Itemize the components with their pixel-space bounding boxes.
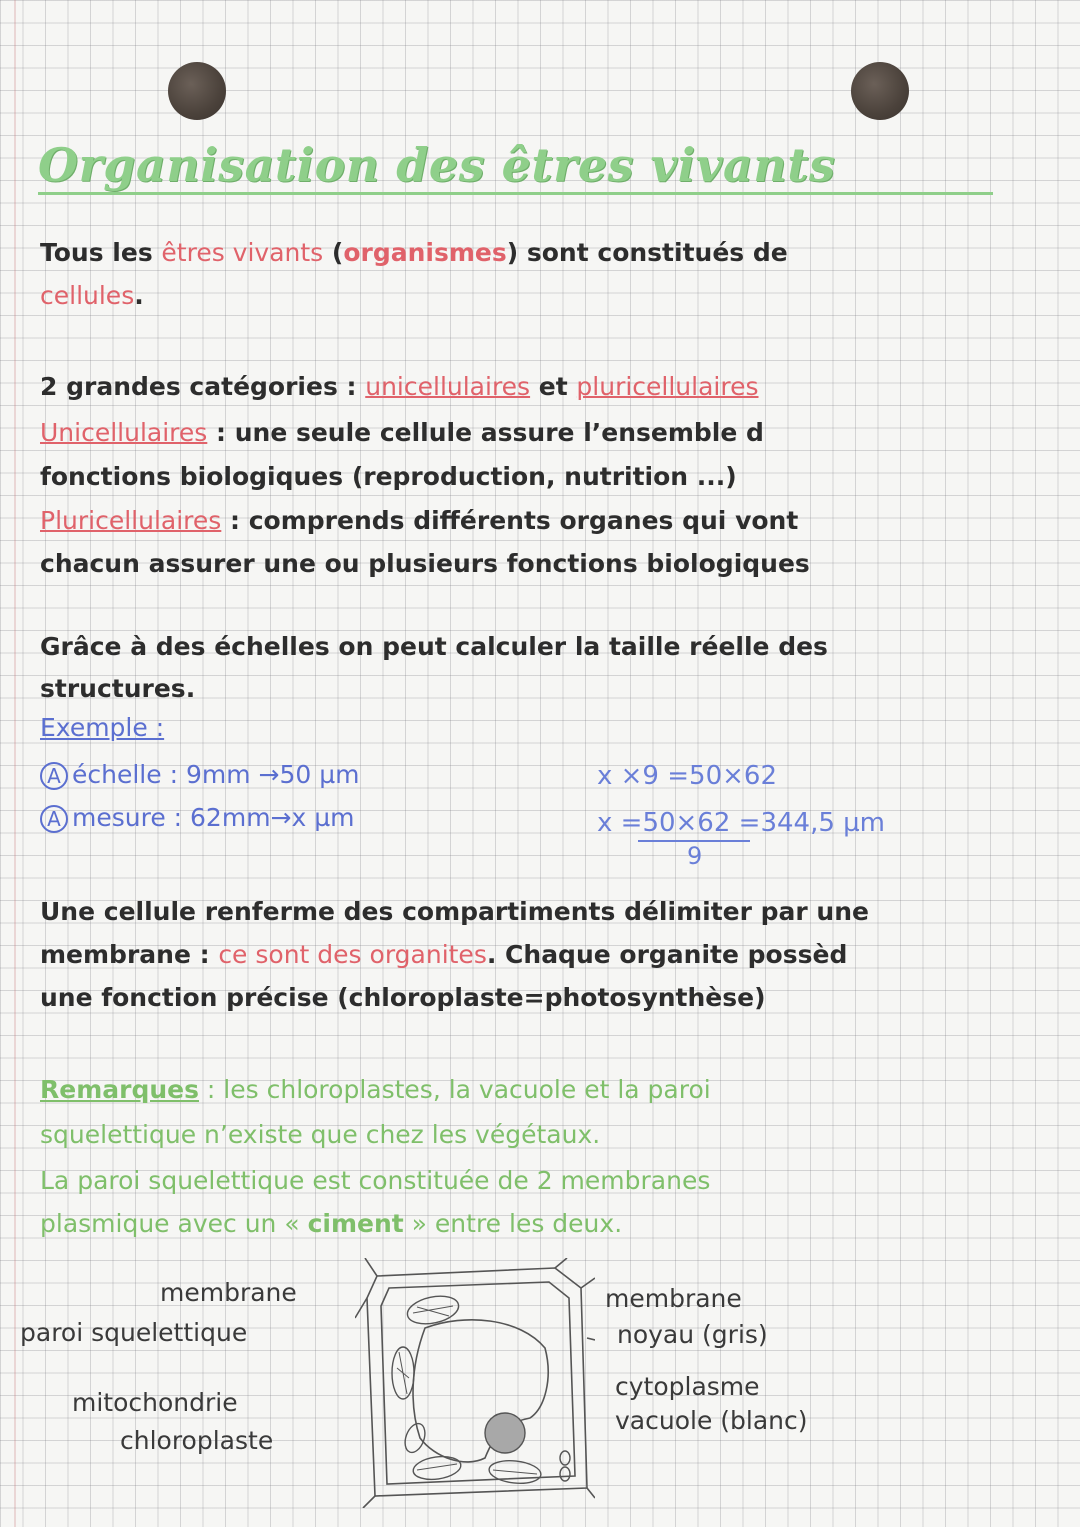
label-paroi-squelettique: paroi squelettique bbox=[20, 1318, 248, 1347]
scale-text: échelle : 9mm →50 µm bbox=[72, 760, 360, 789]
vacuole-outline bbox=[413, 1320, 548, 1462]
remarques-heading: Remarques bbox=[40, 1075, 199, 1104]
title-underline bbox=[38, 192, 993, 195]
label-membrane-left: membrane bbox=[160, 1278, 297, 1307]
keyword-organismes: organismes bbox=[343, 238, 507, 267]
para5-line4 bbox=[40, 1209, 1040, 1238]
example-heading: Exemple : bbox=[40, 713, 165, 742]
para5-line2 bbox=[40, 1120, 1040, 1149]
punch-hole-left bbox=[168, 62, 226, 120]
calc-result: =344,5 µm bbox=[730, 808, 886, 838]
para4-line3: une fonction précise (chloroplaste=photosynthèse) bbox=[40, 983, 766, 1012]
mitochondrion-3 bbox=[560, 1467, 570, 1481]
cell-wall-inner bbox=[381, 1282, 575, 1484]
para2-line1 bbox=[40, 372, 1040, 401]
punch-hole-right bbox=[851, 62, 909, 120]
label-chloroplaste: chloroplaste bbox=[120, 1426, 274, 1455]
mitochondrion-1 bbox=[401, 1421, 428, 1455]
keyword-organites: ce sont des organites bbox=[218, 940, 487, 969]
para5-line3 bbox=[40, 1166, 1040, 1195]
text: ( bbox=[323, 238, 344, 267]
label-membrane-right: membrane bbox=[605, 1284, 742, 1313]
text: » entre les deux. bbox=[403, 1209, 623, 1238]
text: : comprends différents organes qui vont bbox=[221, 506, 799, 535]
text: plasmique avec un « bbox=[40, 1209, 308, 1238]
keyword-ciment: ciment bbox=[307, 1209, 404, 1238]
text: Tous les bbox=[40, 238, 162, 267]
calc-denominator: 9 bbox=[687, 842, 703, 870]
label-vacuole: vacuole (blanc) bbox=[615, 1406, 808, 1435]
text: . bbox=[134, 281, 144, 310]
para2-line4 bbox=[40, 506, 1040, 535]
margin-line bbox=[14, 0, 16, 1527]
example-measure bbox=[40, 803, 1040, 833]
example-label bbox=[40, 713, 1040, 742]
para1-line2 bbox=[40, 281, 1040, 310]
text: 2 grandes catégories : bbox=[40, 372, 366, 401]
text: ) sont constitués de bbox=[506, 238, 788, 267]
example-scale bbox=[40, 760, 1040, 790]
keyword-cellules: cellules bbox=[40, 281, 135, 310]
label-noyau: noyau (gris) bbox=[617, 1320, 768, 1349]
plant-cell-diagram bbox=[355, 1258, 595, 1508]
text: La paroi squelettique est constituée de 2 membranes bbox=[40, 1166, 711, 1195]
mitochondrion-2 bbox=[560, 1451, 570, 1465]
calc-x: x = bbox=[597, 808, 643, 838]
calc-numerator: 50×62 bbox=[642, 808, 731, 838]
calc-line2 bbox=[597, 808, 885, 838]
keyword-pluricellulaires: Pluricellulaires bbox=[40, 506, 222, 535]
text: membrane : bbox=[40, 940, 219, 969]
circled-a-symbol: A bbox=[40, 805, 68, 833]
para2-line2 bbox=[40, 418, 1040, 447]
text: squelettique n’existe que chez les végétaux. bbox=[40, 1120, 601, 1149]
measure-text: mesure : 62mm→x µm bbox=[72, 803, 355, 832]
text: . Chaque organite possèd bbox=[486, 940, 848, 969]
chloroplast-3 bbox=[412, 1454, 463, 1482]
para4-line2 bbox=[40, 940, 1040, 969]
para3-line1: Grâce à des échelles on peut calculer la taille réelle des bbox=[40, 632, 828, 661]
nucleus bbox=[485, 1413, 525, 1453]
para2-line3: fonctions biologiques (reproduction, nutrition ...) bbox=[40, 462, 737, 491]
para4-line1: Une cellule renferme des compartiments délimiter par une bbox=[40, 897, 869, 926]
keyword-unicellulaires: Unicellulaires bbox=[40, 418, 208, 447]
para5-line1 bbox=[40, 1075, 1040, 1104]
text: et bbox=[530, 372, 577, 401]
para3-line2: structures. bbox=[40, 674, 196, 703]
label-mitochondrie: mitochondrie bbox=[72, 1388, 238, 1417]
para1-line1 bbox=[40, 238, 1040, 267]
page-title: Organisation des êtres vivants bbox=[38, 138, 836, 192]
neighbor-cell-wall bbox=[355, 1258, 595, 1508]
keyword-etres-vivants: êtres vivants bbox=[161, 238, 324, 267]
calc-line1: x ×9 =50×62 bbox=[597, 761, 777, 791]
cell-wall-outer bbox=[367, 1268, 587, 1496]
label-cytoplasme: cytoplasme bbox=[615, 1372, 760, 1401]
keyword-unicellulaires: unicellulaires bbox=[365, 372, 531, 401]
keyword-pluricellulaires: pluricellulaires bbox=[576, 372, 759, 401]
para2-line5: chacun assurer une ou plusieurs fonctions biologiques bbox=[40, 549, 810, 578]
circled-a-symbol: A bbox=[40, 762, 68, 790]
text: : une seule cellule assure l’ensemble d bbox=[207, 418, 764, 447]
text: : les chloroplastes, la vacuole et la paroi bbox=[198, 1075, 711, 1104]
